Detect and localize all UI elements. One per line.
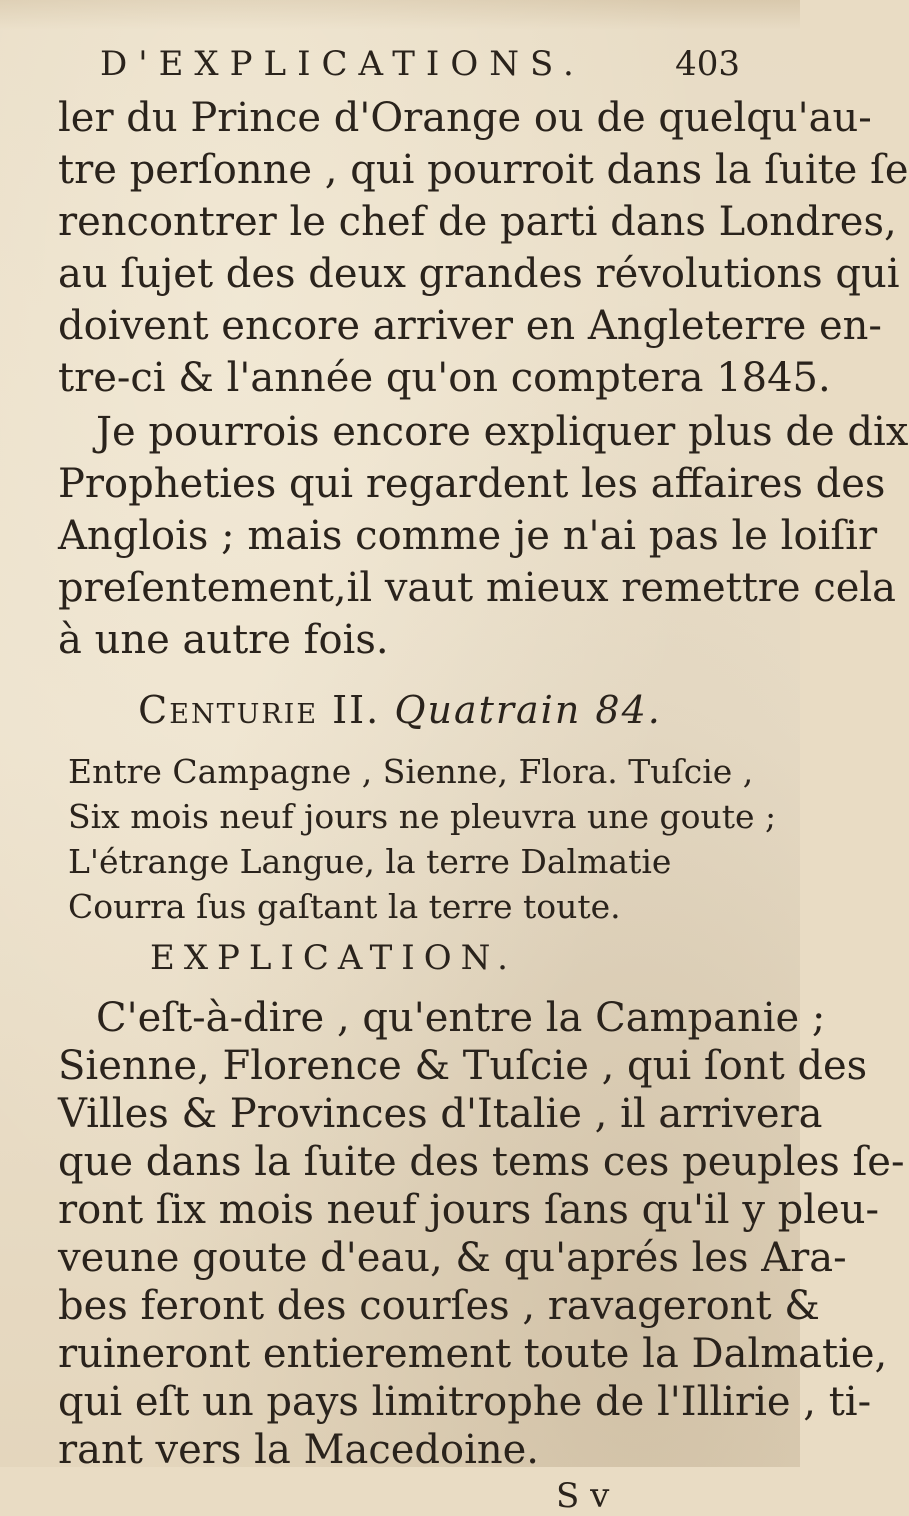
text-line: que dans la ſuite des tems ces peuples ſe- [58,1139,905,1185]
text-line: ler du Prince d'Orange ou de quelqu'au- [58,95,872,141]
text-line: veune goute d'eau, & qu'aprés les Ara- [58,1235,847,1281]
text-line: ruineront entierement toute la Dalmatie, [58,1331,888,1377]
text-line: doivent encore arriver en Angleterre en- [58,303,882,349]
running-head: D'EXPLICATIONS. [100,44,585,84]
page-header [100,44,740,94]
centurie-label: Centurie II. [138,688,381,732]
page-number: 403 [675,44,740,84]
text-line: Sienne, Florence & Tuſcie , qui ſont des [58,1043,868,1089]
catchword: S v [556,1476,610,1516]
text-line: C'eſt-à-dire , qu'entre la Campanie ; [96,995,826,1041]
verse-line: L'étrange Langue, la terre Dalmatie [68,842,672,881]
text-line: rencontrer le chef de parti dans Londres, [58,199,897,245]
text-line: qui eſt un pays limitrophe de l'Illirie , ti- [58,1379,872,1425]
explication-title: EXPLICATION. [150,938,517,978]
text-line: preſentement,il vaut mieux remettre cela [58,565,897,611]
text-line: Je pourrois encore expliquer plus de dix [96,409,909,455]
text-line: ront ſix mois neuf jours ſans qu'il y pleu- [58,1187,879,1233]
verse-line: Six mois neuf jours ne pleuvra une goute ; [68,797,777,836]
text-line: au ſujet des deux grandes révolutions qui [58,251,900,297]
text-line: tre perſonne , qui pourroit dans la ſuite ſe [58,147,909,193]
quatrain-label: Quatrain 84. [394,688,662,732]
verse-line: Courra ſus gaſtant la terre toute. [68,887,621,926]
text-line: Villes & Provinces d'Italie , il arrivera [58,1091,823,1137]
text-line: à une autre fois. [58,617,389,663]
text-line: tre-ci & l'année qu'on comptera 1845. [58,355,831,401]
section-heading [0,684,800,736]
verse-line: Entre Campagne , Sienne, Flora. Tuſcie , [68,752,754,791]
text-line: rant vers la Macedoine. [58,1427,540,1473]
text-line: Anglois ; mais comme je n'ai pas le loiſir [58,513,878,559]
text-line: Propheties qui regardent les affaires des [58,461,886,507]
text-line: bes feront des courſes , ravageront & [58,1283,820,1329]
